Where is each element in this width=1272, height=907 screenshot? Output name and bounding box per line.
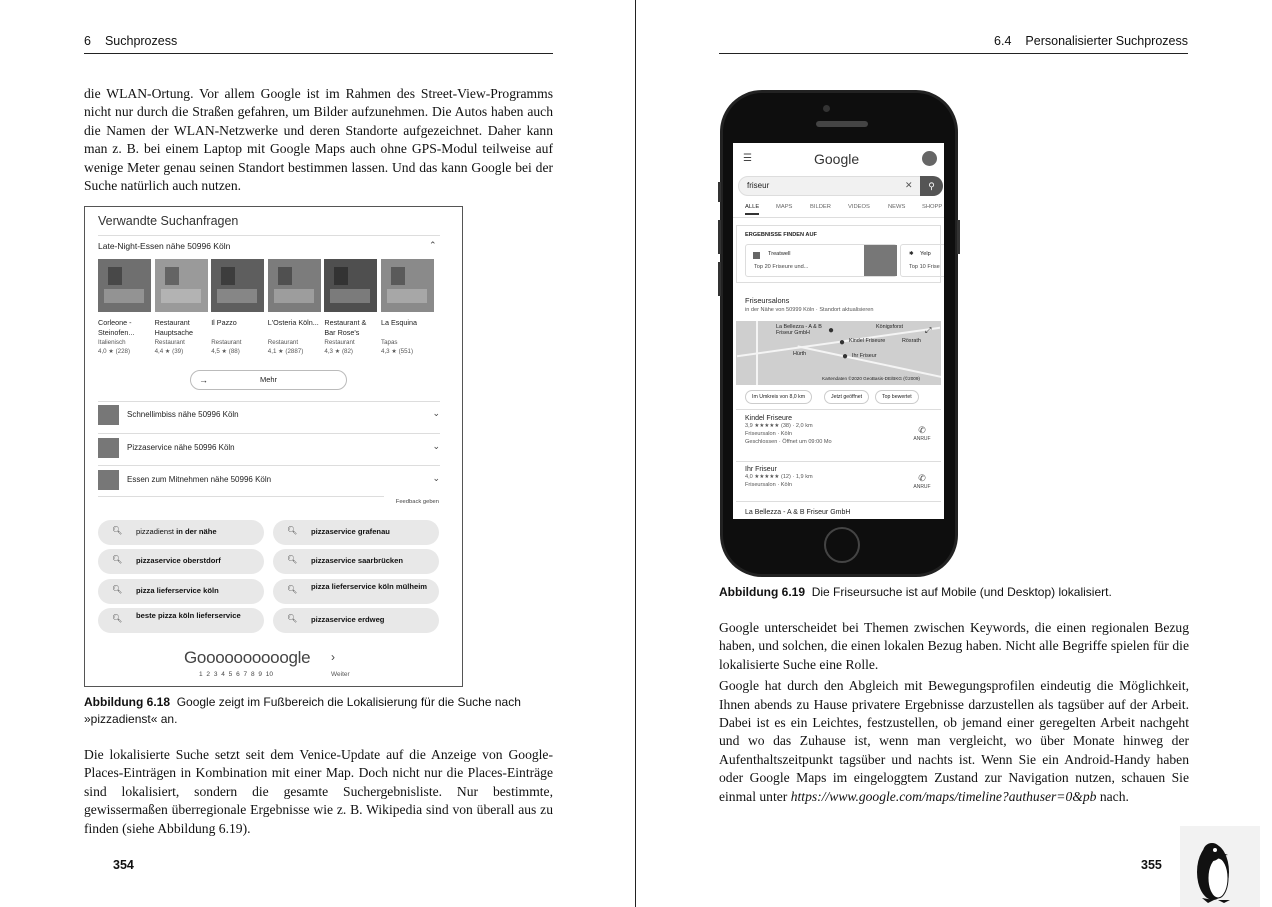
place-name: Corleone - Steinofen... bbox=[98, 318, 135, 337]
divider bbox=[98, 235, 440, 236]
map-pin-icon[interactable]: ● bbox=[839, 337, 846, 348]
place-photo bbox=[381, 259, 434, 312]
suggestion-text bbox=[136, 586, 256, 595]
result-item[interactable] bbox=[745, 509, 850, 516]
paragraph-text: Google hat durch den Abgleich mit Bewegungsprofilen eindeutig die Möglichkeit, Ihnen abends zu Hause privatere Ergebnisse darzustellen als tagsüber auf der Arbeit. Dabei ist es ein Leichtes, festzustellen, ob jemand einer geregelten Arbeit nachgeht und wo das Zuhause ist, wenn man vergleicht, wo über Monate hinweg der Aufenthaltszeitpunkt tagsüber und nachts ist. Wenn Sie ein Android-Handy haben oder Google Maps im eingeloggtem Zustand zur Navigation nutzen, schauen Sie einmal unter bbox=[719, 678, 1189, 804]
place-type: Restaurant bbox=[267, 339, 299, 346]
chapter-title: Suchprozess bbox=[104, 34, 178, 48]
google-logo: Google bbox=[814, 151, 860, 167]
chevron-down-icon: ⌄ bbox=[432, 408, 440, 418]
suggestion-text bbox=[311, 582, 431, 591]
divider bbox=[98, 433, 440, 434]
left-body-top bbox=[84, 85, 553, 198]
map-copyright: Kartendaten ©2020 GeoBasis-DE/BKG (©2009) bbox=[822, 376, 920, 381]
suggestion-bold: pizzaservice oberstdorf bbox=[136, 556, 221, 566]
divider bbox=[98, 465, 440, 466]
chapter-number: 6 bbox=[84, 34, 91, 48]
suggestion-text bbox=[311, 527, 431, 536]
result-name: La Bellezza - A & B Friseur GmbH bbox=[745, 509, 851, 516]
phone-icon: ✆ bbox=[918, 473, 926, 483]
right-body bbox=[719, 619, 1189, 809]
chevron-down-icon: ⌄ bbox=[432, 473, 440, 483]
result-rating: 3,9 ★★★★★ (38) · 2,0 km bbox=[745, 423, 813, 429]
call-label: ANRUF bbox=[913, 484, 931, 490]
result-category: Friseursalon · Köln bbox=[745, 482, 792, 488]
search-icon: 🔍︎ bbox=[112, 526, 123, 535]
chip-radius[interactable]: Im Umkreis von 8,0 km bbox=[745, 390, 812, 404]
results-heading: ERGEBNISSE FINDEN AUF bbox=[745, 232, 817, 238]
pager-pages[interactable]: 1 2 3 4 5 6 7 8 9 10 bbox=[199, 671, 274, 678]
thumbnail bbox=[98, 470, 119, 490]
suggestion-text bbox=[311, 615, 431, 624]
chevron-down-icon: ⌄ bbox=[432, 441, 440, 451]
suggestion-pill[interactable] bbox=[98, 579, 264, 604]
section-subtitle: in der Nähe von 50999 Köln · Standort aktualisieren bbox=[745, 307, 874, 313]
suggestion-text bbox=[136, 556, 256, 565]
suggestion-bold: pizzaservice erdweg bbox=[311, 614, 385, 624]
suggestion-text bbox=[136, 611, 256, 620]
search-query: friseur bbox=[747, 181, 770, 190]
caption-text: Google zeigt im Fußbereich die Lokalisierung für die Suche nach »pizzadienst« an. bbox=[84, 695, 521, 726]
map-pin-icon[interactable]: ● bbox=[828, 325, 835, 336]
pager-next-label[interactable]: Weiter bbox=[331, 671, 350, 678]
caption-6-18 bbox=[84, 694, 524, 728]
source-name: Yelp bbox=[920, 251, 931, 257]
result-rating: 4,0 ★★★★★ (12) · 1,9 km bbox=[745, 474, 813, 480]
search-icon[interactable]: ⚲ bbox=[920, 176, 943, 196]
suggestion-bold: beste pizza köln lieferservice bbox=[136, 610, 241, 620]
caption-text: Die Friseursuche ist auf Mobile (und Desktop) lokalisiert. bbox=[811, 585, 1112, 599]
paragraph bbox=[719, 677, 1189, 806]
suggestion-bold: pizza lieferservice köln mülheim bbox=[311, 581, 428, 591]
place-card[interactable] bbox=[324, 259, 377, 355]
map-label: Kindel Friseure bbox=[849, 338, 886, 344]
phone-icon: ✆ bbox=[918, 425, 926, 435]
chevron-up-icon[interactable]: ⌃ bbox=[429, 240, 437, 250]
tab-all[interactable]: ALLE bbox=[745, 204, 759, 215]
figure-6-18 bbox=[84, 206, 463, 687]
expand-map-icon[interactable]: ⤢ bbox=[925, 326, 932, 335]
related-row[interactable] bbox=[98, 438, 440, 460]
caption-label: Abbildung 6.18 bbox=[84, 695, 171, 709]
place-rating: 4,4 ★ (39) bbox=[154, 348, 184, 355]
place-card[interactable] bbox=[381, 259, 434, 355]
suggestion-pill[interactable] bbox=[273, 608, 439, 633]
tab-images[interactable]: BILDER bbox=[810, 204, 831, 210]
place-name: L'Osteria Köln... bbox=[267, 318, 319, 327]
map-label: Königsforst bbox=[876, 324, 903, 330]
place-rating: 4,3 ★ (551) bbox=[381, 348, 414, 355]
suggestion-pill[interactable] bbox=[273, 520, 439, 545]
place-photo bbox=[324, 259, 377, 312]
map-label: Ihr Friseur bbox=[852, 353, 877, 359]
suggestion-pill[interactable] bbox=[98, 608, 264, 633]
related-row-label: Schnellimbiss nähe 50996 Köln bbox=[127, 410, 239, 419]
chevron-right-icon[interactable]: › bbox=[331, 650, 335, 664]
thumbnail bbox=[98, 438, 119, 458]
left-running-head bbox=[84, 34, 553, 54]
place-type: Restaurant bbox=[211, 339, 242, 346]
map-label: Rösrath bbox=[902, 338, 921, 344]
feedback-link[interactable]: Feedback geben bbox=[395, 499, 439, 505]
search-icon: 🔍︎ bbox=[112, 613, 123, 623]
paragraph: die WLAN-Ortung. Vor allem Google ist im Rahmen des Street-View-Programms nicht nur durch die Straßen gefahren, um Bilder aufzunehmen. Die Autos haben auch die Namen der WLAN-Netzwerke und deren Standorte aufgezeichnet. Daher kann man z. B. bei einem Laptop mit Google Maps auch ohne GPS-Modul teilweise auf wenige Meter genau seinen Standort bestimmen lassen. Und das kann Google bei der Suche natürlich auch nutzen. bbox=[84, 86, 553, 194]
place-card[interactable] bbox=[268, 259, 321, 355]
place-rating: 4,1 ★ (2887) bbox=[267, 348, 304, 355]
caption-label: Abbildung 6.19 bbox=[719, 585, 806, 599]
suggestion-text bbox=[136, 527, 256, 536]
search-input[interactable] bbox=[738, 176, 942, 196]
results-on-card bbox=[736, 225, 941, 283]
result-name: Kindel Friseure bbox=[745, 415, 793, 422]
source-card-treatwell[interactable] bbox=[745, 244, 897, 277]
menu-icon[interactable]: ☰ bbox=[743, 153, 752, 164]
search-icon: 🔍︎ bbox=[112, 555, 123, 565]
page-number: 354 bbox=[113, 858, 134, 872]
tab-videos[interactable]: VIDEOS bbox=[848, 204, 870, 210]
source-text: Top 10 Frise bbox=[909, 264, 940, 270]
section-number: 6.4 bbox=[994, 34, 1012, 48]
related-row-label: Pizzaservice nähe 50996 Köln bbox=[127, 443, 235, 452]
pager-logo: Goooooooooogle bbox=[184, 648, 311, 667]
place-card[interactable] bbox=[211, 259, 264, 355]
place-type: Restaurant bbox=[324, 339, 355, 346]
map-label: La Bellezza - A & B Friseur GmbH bbox=[776, 324, 822, 336]
call-label: ANRUF bbox=[913, 436, 931, 442]
section-title: Personalisierter Suchprozess bbox=[1025, 34, 1188, 48]
place-name: La Esquina bbox=[381, 318, 417, 327]
paragraph-text: nach. bbox=[1096, 788, 1129, 804]
place-name: Il Pazzo bbox=[211, 318, 237, 327]
map-label: Hürth bbox=[793, 351, 807, 357]
thumbnail bbox=[98, 405, 119, 425]
timeline-url[interactable]: https://www.google.com/maps/timeline?authuser=0&pb bbox=[790, 788, 1097, 804]
tab-shopping[interactable]: SHOPP bbox=[922, 204, 943, 210]
place-rating: 4,0 ★ (228) bbox=[98, 348, 131, 355]
speaker-grille bbox=[816, 121, 868, 127]
camera-icon bbox=[823, 105, 830, 112]
related-row[interactable] bbox=[98, 470, 440, 492]
search-icon: 🔍︎ bbox=[287, 526, 298, 535]
map-pin-icon[interactable]: ● bbox=[842, 351, 849, 362]
call-button[interactable] bbox=[911, 425, 933, 442]
chip-open-now[interactable]: Jetzt geöffnet bbox=[824, 390, 869, 404]
publisher-penguin-logo bbox=[1180, 826, 1260, 907]
place-type: Restaurant bbox=[154, 339, 185, 346]
more-label: Mehr bbox=[259, 375, 278, 384]
suggestion-bold: in der nähe bbox=[176, 527, 217, 536]
place-type: Tapas bbox=[381, 339, 398, 346]
related-row[interactable] bbox=[98, 405, 440, 427]
place-photo bbox=[211, 259, 264, 312]
place-name: Restaurant & Bar Rose's bbox=[324, 318, 367, 337]
suggestion-text bbox=[311, 556, 431, 565]
search-icon: 🔍︎ bbox=[287, 584, 298, 594]
paragraph: Die lokalisierte Suche setzt seit dem Venice-Update auf die Anzeige von Google-Places-Einträgen in Kombination mit einer Map. Doch nicht nur die Places-Einträge sind lokalisiert, sondern die gesamte Suchergebnisliste. Nur bestimmte, gewissermaßen überregionale Ergebnisse wie z. B. Wikipedia sind von überall aus zu finden (siehe Abbildung 6.19). bbox=[84, 747, 553, 836]
more-button[interactable] bbox=[190, 370, 347, 390]
result-name: Ihr Friseur bbox=[745, 466, 777, 473]
place-rating: 4,5 ★ (88) bbox=[211, 348, 240, 355]
search-icon: 🔍︎ bbox=[287, 613, 298, 623]
left-body-bottom bbox=[84, 746, 553, 841]
suggestion-bold: pizza lieferservice köln bbox=[136, 585, 219, 595]
place-type: Italienisch bbox=[98, 339, 126, 346]
section-title: Friseursalons bbox=[745, 296, 790, 305]
search-tabs bbox=[733, 202, 944, 218]
suggestion-bold: pizzaservice saarbrücken bbox=[311, 556, 404, 566]
treatwell-icon bbox=[753, 252, 760, 259]
divider bbox=[98, 401, 440, 402]
caption-6-19 bbox=[719, 584, 1189, 601]
suggestion-pill[interactable] bbox=[98, 549, 264, 574]
divider bbox=[98, 496, 384, 497]
source-thumbnail bbox=[864, 245, 897, 276]
source-card-yelp[interactable] bbox=[900, 244, 944, 277]
source-name: Treatwell bbox=[768, 251, 791, 257]
place-photo bbox=[155, 259, 208, 312]
place-card[interactable] bbox=[98, 259, 151, 355]
place-photo bbox=[268, 259, 321, 312]
suggestion-plain: pizzadienst bbox=[136, 527, 177, 536]
result-hours: Geschlossen · Öffnet um 09:00 Mo bbox=[745, 439, 832, 445]
tab-maps[interactable]: MAPS bbox=[776, 204, 793, 210]
paragraph: Google unterscheidet bei Themen zwischen Keywords, die einen regionalen Bezug haben, und solchen, die einen lokalen Bezug haben. Nicht alle Begriffe spielen für die lokalisierte Suche eine Rolle. bbox=[719, 620, 1189, 672]
suggestion-bold: pizzaservice grafenau bbox=[311, 527, 390, 536]
source-text: Top 20 Friseure und... bbox=[754, 264, 809, 270]
result-category: Friseursalon · Köln bbox=[745, 431, 792, 437]
page-number: 355 bbox=[1141, 858, 1162, 872]
result-item[interactable] bbox=[745, 415, 832, 446]
result-item[interactable] bbox=[745, 466, 813, 489]
avatar[interactable] bbox=[922, 151, 937, 166]
place-rating: 4,3 ★ (82) bbox=[324, 348, 353, 355]
yelp-icon: ✱ bbox=[909, 251, 914, 257]
place-photo bbox=[98, 259, 151, 312]
suggestion-pill[interactable] bbox=[98, 520, 264, 545]
chip-top-rated[interactable]: Top bewertet bbox=[875, 390, 919, 404]
search-icon: 🔍︎ bbox=[287, 555, 298, 565]
right-running-head bbox=[719, 34, 1188, 54]
clear-icon[interactable]: ✕ bbox=[905, 180, 913, 190]
search-icon: 🔍︎ bbox=[112, 584, 123, 594]
place-card[interactable] bbox=[155, 259, 208, 355]
place-name: Restaurant Hauptsache bbox=[154, 318, 193, 337]
related-searches-title: Verwandte Suchanfragen bbox=[98, 214, 239, 228]
map[interactable] bbox=[736, 321, 941, 385]
tab-news[interactable]: NEWS bbox=[888, 204, 906, 210]
related-row-label: Essen zum Mitnehmen nähe 50996 Köln bbox=[127, 475, 272, 484]
arrow-right-icon: → bbox=[199, 375, 208, 385]
home-button[interactable] bbox=[824, 527, 860, 563]
call-button[interactable] bbox=[911, 473, 933, 490]
suggestion-pill[interactable] bbox=[273, 549, 439, 574]
phone-screen bbox=[733, 143, 944, 519]
expanded-query[interactable]: Late-Night-Essen nähe 50996 Köln bbox=[98, 241, 231, 251]
suggestion-pill[interactable] bbox=[273, 579, 439, 604]
